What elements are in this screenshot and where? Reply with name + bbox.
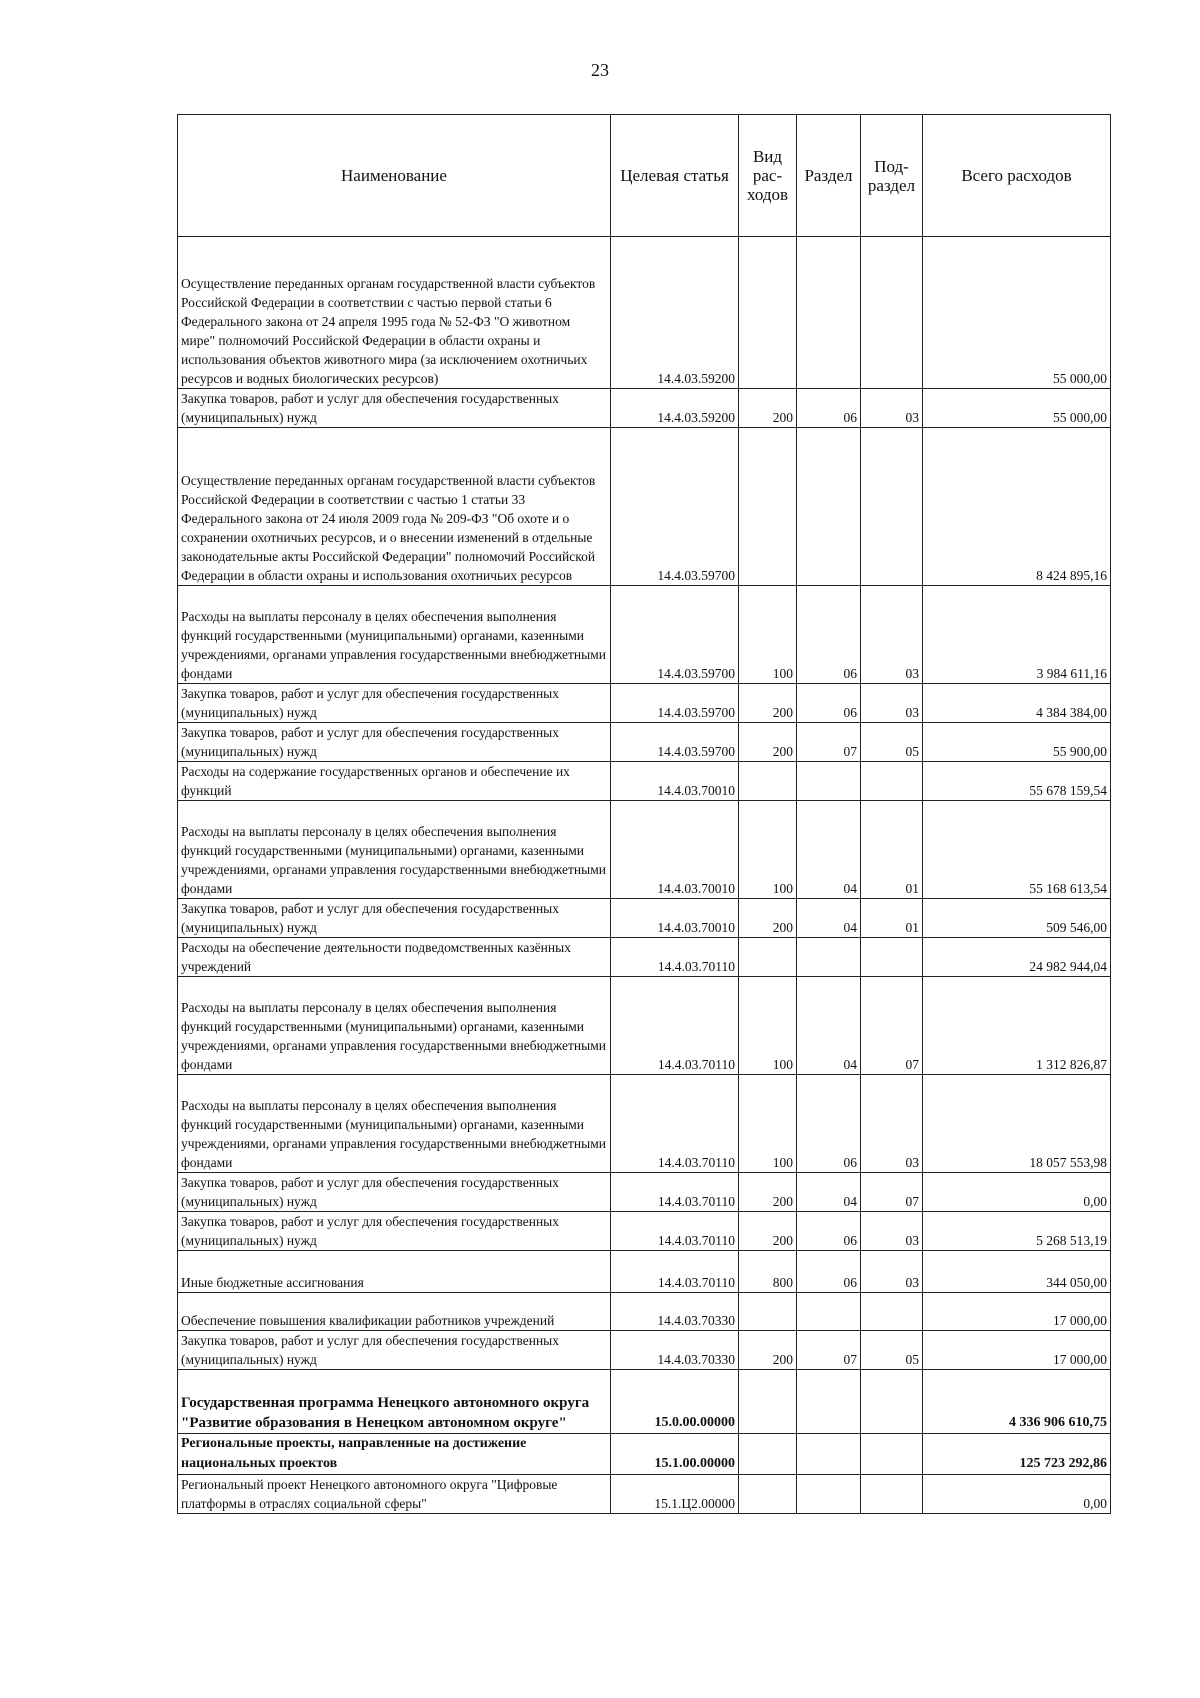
row-sum: 1 312 826,87: [923, 977, 1111, 1075]
row-vid: 800: [739, 1251, 797, 1293]
row-vid: [739, 1293, 797, 1331]
row-podrazdel: [861, 762, 923, 801]
row-razdel: [797, 237, 861, 389]
row-razdel: 04: [797, 801, 861, 899]
row-razdel: 06: [797, 586, 861, 684]
row-sum: 17 000,00: [923, 1331, 1111, 1370]
row-code: 14.4.03.70110: [611, 1173, 739, 1212]
row-name: Обеспечение повышения квалификации работников учреждений: [178, 1293, 611, 1331]
row-code: 14.4.03.59700: [611, 586, 739, 684]
row-code: 14.4.03.70110: [611, 1251, 739, 1293]
row-name: Осуществление переданных органам государственной власти субъектов Российской Федерации в соответствии с частью 1 статьи 33 Федерального закона от 24 июля 2009 года № 209-ФЗ "Об охоте и о сохранении охотничьих ресурсов, и о внесении изменений в отдельные законодательные акты Российской Федерации" полномочий Российской Федерации в области охраны и использования охотничьих ресурсов: [178, 428, 611, 586]
row-name: Региональные проекты, направленные на достижение национальных проектов: [178, 1434, 611, 1475]
row-code: 14.4.03.70110: [611, 977, 739, 1075]
table-row: [178, 801, 1111, 899]
table-row: [178, 237, 1111, 389]
header-razdel: Раздел: [797, 115, 861, 237]
table-row: [178, 684, 1111, 723]
row-podrazdel: [861, 1475, 923, 1514]
table-row: [178, 1370, 1111, 1434]
row-sum: 18 057 553,98: [923, 1075, 1111, 1173]
row-code: 14.4.03.70010: [611, 801, 739, 899]
header-code: Целевая статья: [611, 115, 739, 237]
row-sum: 344 050,00: [923, 1251, 1111, 1293]
row-code: 14.4.03.59700: [611, 684, 739, 723]
row-sum: 55 000,00: [923, 389, 1111, 428]
row-code: 15.1.Ц2.00000: [611, 1475, 739, 1514]
row-code: 14.4.03.59200: [611, 389, 739, 428]
row-razdel: 07: [797, 723, 861, 762]
row-razdel: 06: [797, 684, 861, 723]
row-name: Закупка товаров, работ и услуг для обеспечения государственных (муниципальных) нужд: [178, 1173, 611, 1212]
table-header-row: [178, 115, 1111, 237]
row-name: Осуществление переданных органам государственной власти субъектов Российской Федерации в соответствии с частью первой статьи 6 Федерального закона от 24 апреля 1995 года № 52-ФЗ "О животном мире" полномочий Российской Федерации в области охраны и использования объектов животного мира (за исключением охотничьих ресурсов и водных биологических ресурсов): [178, 237, 611, 389]
budget-table: [177, 114, 1111, 1514]
row-code: 14.4.03.70110: [611, 938, 739, 977]
row-vid: [739, 1434, 797, 1475]
table-row: [178, 1212, 1111, 1251]
row-vid: 100: [739, 586, 797, 684]
row-code: 14.4.03.70110: [611, 1075, 739, 1173]
table-row: [178, 1475, 1111, 1514]
table-row: [178, 977, 1111, 1075]
row-razdel: [797, 1475, 861, 1514]
row-code: 14.4.03.70010: [611, 762, 739, 801]
row-name: Расходы на выплаты персоналу в целях обеспечения выполнения функций государственными (муниципальными) органами, казенными учреждениями, органами управления государственными внебюджетными фондами: [178, 586, 611, 684]
row-podrazdel: [861, 237, 923, 389]
row-code: 15.0.00.00000: [611, 1370, 739, 1434]
row-podrazdel: 01: [861, 899, 923, 938]
row-podrazdel: 03: [861, 389, 923, 428]
table-row: [178, 1251, 1111, 1293]
row-vid: 100: [739, 977, 797, 1075]
row-vid: 200: [739, 1173, 797, 1212]
row-razdel: 06: [797, 1075, 861, 1173]
row-code: 14.4.03.59700: [611, 723, 739, 762]
header-podrazdel: Под-раздел: [861, 115, 923, 237]
row-sum: 24 982 944,04: [923, 938, 1111, 977]
table-row: [178, 1173, 1111, 1212]
row-razdel: 06: [797, 1251, 861, 1293]
row-sum: 3 984 611,16: [923, 586, 1111, 684]
row-razdel: [797, 938, 861, 977]
header-vid: Вид рас-ходов: [739, 115, 797, 237]
row-podrazdel: 07: [861, 1173, 923, 1212]
row-razdel: 04: [797, 1173, 861, 1212]
row-vid: [739, 938, 797, 977]
row-podrazdel: 07: [861, 977, 923, 1075]
row-code: 14.4.03.70330: [611, 1331, 739, 1370]
row-podrazdel: [861, 1434, 923, 1475]
row-name: Закупка товаров, работ и услуг для обеспечения государственных (муниципальных) нужд: [178, 684, 611, 723]
row-name: Иные бюджетные ассигнования: [178, 1251, 611, 1293]
page-number: 23: [591, 60, 609, 80]
row-razdel: 04: [797, 899, 861, 938]
row-sum: 55 168 613,54: [923, 801, 1111, 899]
row-name: Региональный проект Ненецкого автономного округа "Цифровые платформы в отраслях социальной сферы": [178, 1475, 611, 1514]
row-vid: 200: [739, 899, 797, 938]
table-row: [178, 428, 1111, 586]
row-podrazdel: [861, 1293, 923, 1331]
row-name: Государственная программа Ненецкого автономного округа "Развитие образования в Ненецком автономном округе": [178, 1370, 611, 1434]
row-name: Закупка товаров, работ и услуг для обеспечения государственных (муниципальных) нужд: [178, 389, 611, 428]
table-row: [178, 1331, 1111, 1370]
row-razdel: 06: [797, 389, 861, 428]
row-sum: 4 336 906 610,75: [923, 1370, 1111, 1434]
row-sum: 5 268 513,19: [923, 1212, 1111, 1251]
row-razdel: [797, 1434, 861, 1475]
row-vid: [739, 1475, 797, 1514]
row-sum: 125 723 292,86: [923, 1434, 1111, 1475]
row-podrazdel: 05: [861, 723, 923, 762]
table-row: [178, 389, 1111, 428]
row-name: Расходы на выплаты персоналу в целях обеспечения выполнения функций государственными (муниципальными) органами, казенными учреждениями, органами управления государственными внебюджетными фондами: [178, 1075, 611, 1173]
row-podrazdel: 01: [861, 801, 923, 899]
row-name: Расходы на содержание государственных органов и обеспечение их функций: [178, 762, 611, 801]
table-row: [178, 723, 1111, 762]
row-razdel: 06: [797, 1212, 861, 1251]
row-code: 14.4.03.70010: [611, 899, 739, 938]
row-vid: 200: [739, 389, 797, 428]
row-razdel: 04: [797, 977, 861, 1075]
table-row: [178, 899, 1111, 938]
row-code: 15.1.00.00000: [611, 1434, 739, 1475]
row-sum: 4 384 384,00: [923, 684, 1111, 723]
row-sum: 17 000,00: [923, 1293, 1111, 1331]
row-razdel: 07: [797, 1331, 861, 1370]
row-podrazdel: 03: [861, 1212, 923, 1251]
row-name: Расходы на выплаты персоналу в целях обеспечения выполнения функций государственными (муниципальными) органами, казенными учреждениями, органами управления государственными внебюджетными фондами: [178, 977, 611, 1075]
row-sum: 0,00: [923, 1173, 1111, 1212]
row-sum: 55 900,00: [923, 723, 1111, 762]
row-vid: 100: [739, 1075, 797, 1173]
header-name: Наименование: [178, 115, 611, 237]
row-razdel: [797, 1293, 861, 1331]
row-podrazdel: [861, 1370, 923, 1434]
table-row: [178, 762, 1111, 801]
header-sum: Всего расходов: [923, 115, 1111, 237]
row-sum: 0,00: [923, 1475, 1111, 1514]
row-vid: [739, 428, 797, 586]
row-name: Закупка товаров, работ и услуг для обеспечения государственных (муниципальных) нужд: [178, 1331, 611, 1370]
row-vid: [739, 1370, 797, 1434]
row-sum: 55 678 159,54: [923, 762, 1111, 801]
row-podrazdel: [861, 428, 923, 586]
table-row: [178, 1434, 1111, 1475]
row-podrazdel: 03: [861, 586, 923, 684]
row-code: 14.4.03.59200: [611, 237, 739, 389]
row-sum: 509 546,00: [923, 899, 1111, 938]
table-row: [178, 938, 1111, 977]
row-vid: 200: [739, 723, 797, 762]
table-row: [178, 1075, 1111, 1173]
row-code: 14.4.03.70110: [611, 1212, 739, 1251]
row-vid: [739, 762, 797, 801]
row-name: Расходы на обеспечение деятельности подведомственных казённых учреждений: [178, 938, 611, 977]
row-podrazdel: 03: [861, 1075, 923, 1173]
row-vid: [739, 237, 797, 389]
row-podrazdel: 03: [861, 684, 923, 723]
row-name: Расходы на выплаты персоналу в целях обеспечения выполнения функций государственными (муниципальными) органами, казенными учреждениями, органами управления государственными внебюджетными фондами: [178, 801, 611, 899]
row-podrazdel: 05: [861, 1331, 923, 1370]
row-code: 14.4.03.70330: [611, 1293, 739, 1331]
row-podrazdel: 03: [861, 1251, 923, 1293]
row-razdel: [797, 762, 861, 801]
table-row: [178, 1293, 1111, 1331]
row-code: 14.4.03.59700: [611, 428, 739, 586]
row-vid: 200: [739, 1212, 797, 1251]
row-name: Закупка товаров, работ и услуг для обеспечения государственных (муниципальных) нужд: [178, 1212, 611, 1251]
row-vid: 100: [739, 801, 797, 899]
row-name: Закупка товаров, работ и услуг для обеспечения государственных (муниципальных) нужд: [178, 723, 611, 762]
row-podrazdel: [861, 938, 923, 977]
row-razdel: [797, 1370, 861, 1434]
table-row: [178, 586, 1111, 684]
row-razdel: [797, 428, 861, 586]
row-vid: 200: [739, 684, 797, 723]
row-sum: 55 000,00: [923, 237, 1111, 389]
row-vid: 200: [739, 1331, 797, 1370]
row-name: Закупка товаров, работ и услуг для обеспечения государственных (муниципальных) нужд: [178, 899, 611, 938]
row-sum: 8 424 895,16: [923, 428, 1111, 586]
